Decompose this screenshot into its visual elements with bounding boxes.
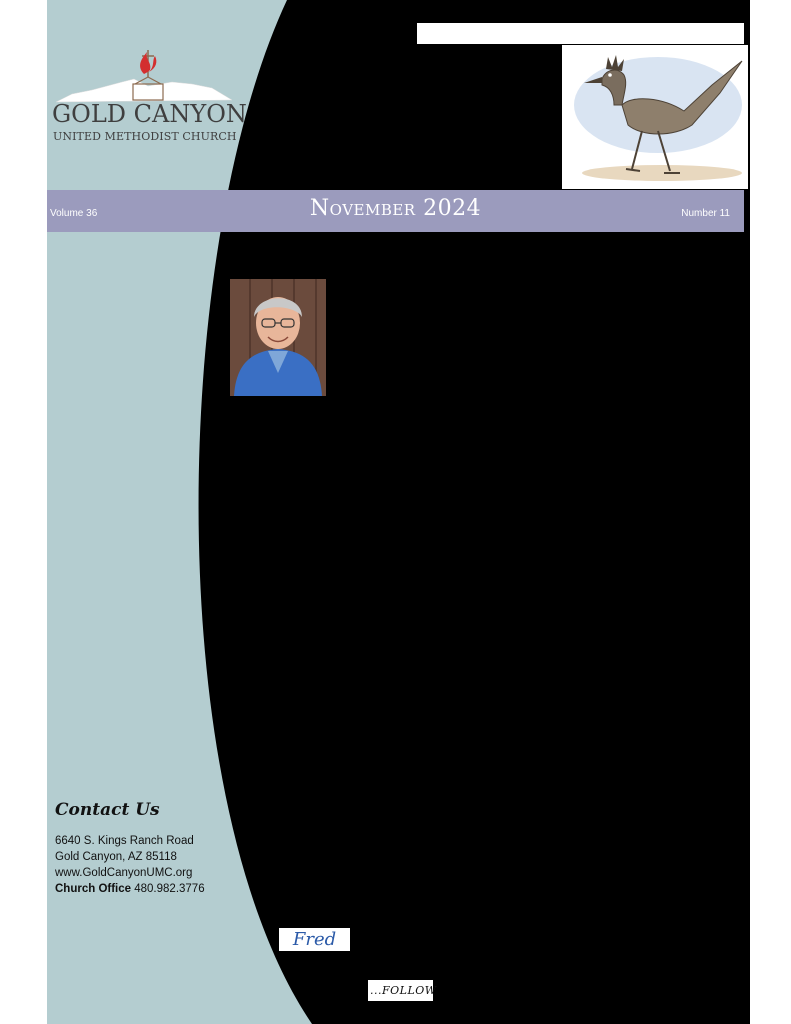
roadrunner-illustration (562, 45, 748, 189)
follow-continuation: ...FOLLOW (368, 980, 433, 1001)
contact-office (55, 883, 205, 895)
contact-website[interactable]: www.GoldCanyonUMC.org (55, 867, 193, 879)
contact-heading: Contact Us (55, 800, 160, 820)
church-subtitle: UNITED METHODIST CHURCH (53, 130, 237, 143)
cross-and-flame-icon (52, 46, 242, 106)
issue-title: November 2024 (309, 196, 482, 221)
office-label: Church Office (55, 883, 132, 895)
number-label: Number 11 (681, 208, 730, 219)
pastor-signature: Fred (279, 928, 350, 951)
volume-label: Volume 36 (50, 208, 98, 219)
issue-banner (47, 190, 744, 232)
church-name: GOLD CANYON (52, 100, 247, 128)
header-blank-bar (417, 23, 744, 44)
contact-address-line2: Gold Canyon, AZ 85118 (55, 851, 177, 863)
church-logo (52, 46, 247, 146)
contact-address-line1: 6640 S. Kings Ranch Road (55, 835, 194, 847)
office-phone: 480.982.3776 (134, 883, 205, 895)
pastor-portrait (230, 279, 326, 396)
